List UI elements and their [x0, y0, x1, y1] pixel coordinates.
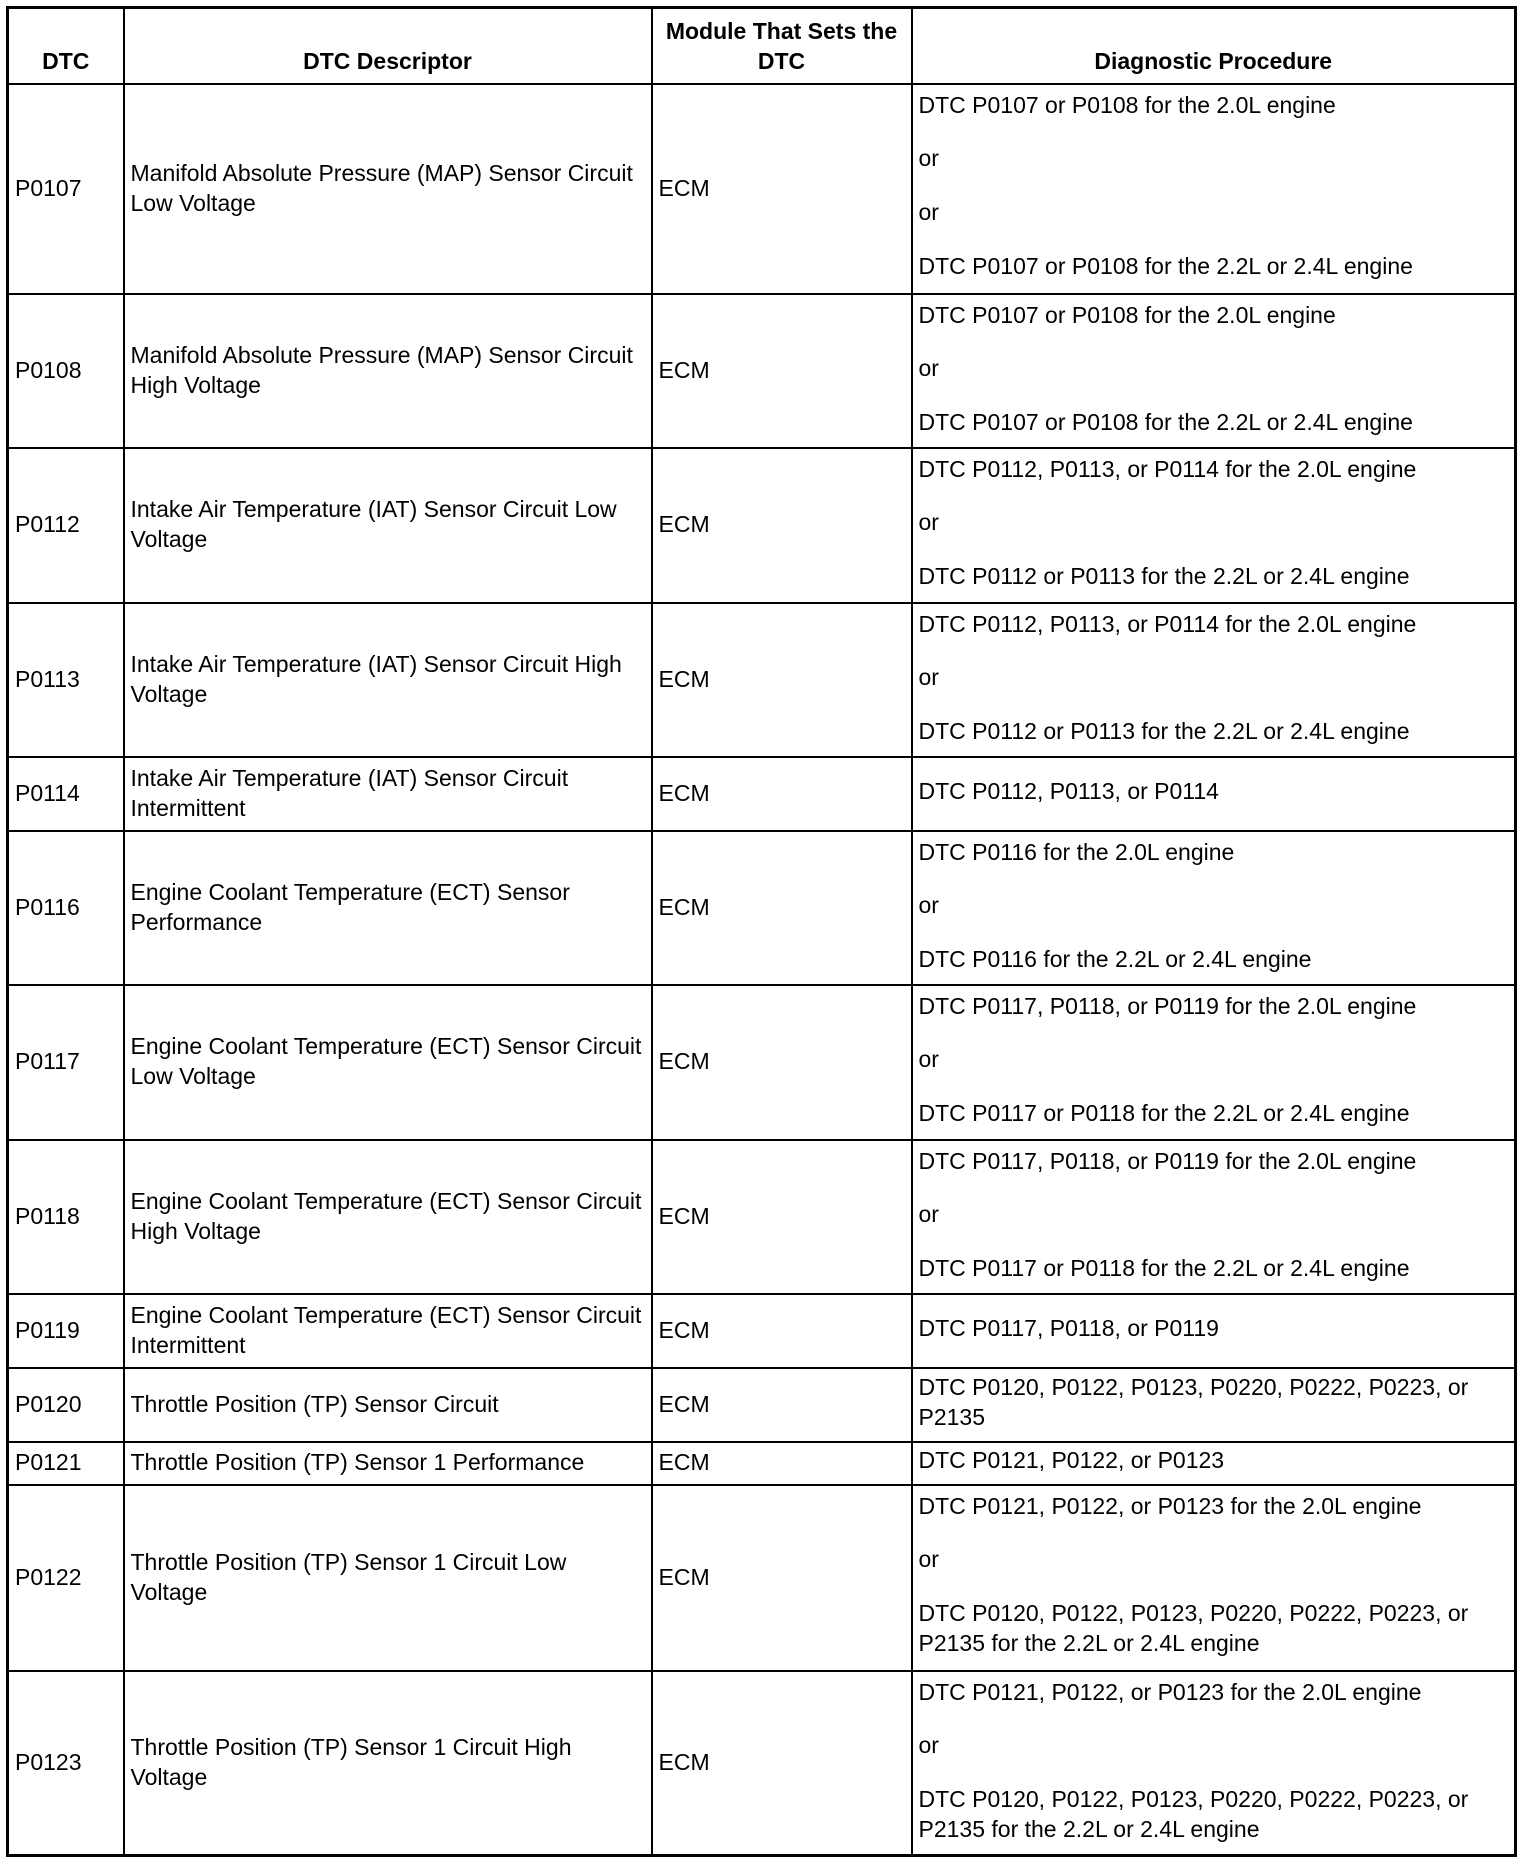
dtc-descriptor: Manifold Absolute Pressure (MAP) Sensor Circuit Low Voltage: [124, 84, 652, 294]
dtc-code: P0116: [8, 831, 124, 985]
dtc-descriptor: Intake Air Temperature (IAT) Sensor Circuit High Voltage: [124, 603, 652, 757]
procedure-line: or: [918, 509, 939, 536]
dtc-descriptor: Throttle Position (TP) Sensor 1 Performance: [124, 1442, 652, 1485]
dtc-module: ECM: [652, 1294, 912, 1368]
dtc-code: P0121: [8, 1442, 124, 1485]
dtc-module: ECM: [652, 1442, 912, 1485]
table-row: [8, 1671, 1516, 1856]
procedure-line: DTC P0121, P0122, or P0123 for the 2.0L engine: [918, 1492, 1422, 1519]
dtc-descriptor: Engine Coolant Temperature (ECT) Sensor Circuit High Voltage: [124, 1140, 652, 1294]
procedure-line: DTC P0112, P0113, or P0114 for the 2.0L engine: [918, 610, 1417, 637]
procedure-line: or: [918, 664, 939, 691]
dtc-code: P0122: [8, 1485, 124, 1671]
dtc-descriptor: Throttle Position (TP) Sensor Circuit: [124, 1368, 652, 1442]
procedure-line: DTC P0112 or P0113 for the 2.2L or 2.4L engine: [918, 563, 1410, 590]
dtc-module: ECM: [652, 1485, 912, 1671]
header-procedure: Diagnostic Procedure: [912, 8, 1516, 84]
dtc-descriptor: Engine Coolant Temperature (ECT) Sensor Circuit Intermittent: [124, 1294, 652, 1368]
header-module: Module That Sets the DTC: [652, 8, 912, 84]
dtc-module: ECM: [652, 831, 912, 985]
procedure-line: or: [918, 892, 939, 919]
diagnostic-procedure: [912, 84, 1516, 294]
procedure-line: or: [918, 145, 939, 172]
dtc-code: P0114: [8, 757, 124, 831]
dtc-code: P0107: [8, 84, 124, 294]
table-row: [8, 1485, 1516, 1671]
table-row: [8, 1140, 1516, 1294]
dtc-descriptor: Intake Air Temperature (IAT) Sensor Circuit Intermittent: [124, 757, 652, 831]
procedure-line: DTC P0121, P0122, or P0123 for the 2.0L engine: [918, 1678, 1422, 1705]
header-descriptor: DTC Descriptor: [124, 8, 652, 84]
procedure-line: DTC P0116 for the 2.2L or 2.4L engine: [918, 946, 1312, 973]
table-row: [8, 603, 1516, 757]
diagnostic-procedure: [912, 1140, 1516, 1294]
table-row: [8, 1294, 1516, 1368]
table-row: [8, 831, 1516, 985]
procedure-line: DTC P0117, P0118, or P0119: [918, 1314, 1219, 1341]
dtc-module: ECM: [652, 603, 912, 757]
diagnostic-procedure: [912, 294, 1516, 448]
procedure-line: DTC P0120, P0122, P0123, P0220, P0222, P0223, or P2135 for the 2.2L or 2.4L engine: [918, 1600, 1469, 1657]
dtc-module: ECM: [652, 757, 912, 831]
table-row: [8, 757, 1516, 831]
procedure-line: DTC P0117, P0118, or P0119 for the 2.0L engine: [918, 992, 1417, 1019]
diagnostic-procedure: [912, 985, 1516, 1140]
procedure-line: or: [918, 1046, 939, 1073]
dtc-code: P0119: [8, 1294, 124, 1368]
procedure-line: DTC P0112 or P0113 for the 2.2L or 2.4L engine: [918, 718, 1410, 745]
header-row: [8, 8, 1516, 84]
table-row: [8, 1442, 1516, 1485]
procedure-line: DTC P0112, P0113, or P0114: [918, 777, 1219, 804]
procedure-line: DTC P0120, P0122, P0123, P0220, P0222, P0223, or P2135 for the 2.2L or 2.4L engine: [918, 1786, 1469, 1843]
dtc-module: ECM: [652, 1140, 912, 1294]
dtc-module: ECM: [652, 294, 912, 448]
table-row: [8, 448, 1516, 603]
diagnostic-procedure: [912, 1368, 1516, 1442]
procedure-line: or: [918, 1201, 939, 1228]
table-row: [8, 84, 1516, 294]
dtc-descriptor: Throttle Position (TP) Sensor 1 Circuit High Voltage: [124, 1671, 652, 1856]
dtc-code: P0113: [8, 603, 124, 757]
dtc-code: P0118: [8, 1140, 124, 1294]
procedure-line: DTC P0116 for the 2.0L engine: [918, 838, 1235, 865]
dtc-code: P0112: [8, 448, 124, 603]
header-dtc: DTC: [8, 8, 124, 84]
procedure-line: DTC P0112, P0113, or P0114 for the 2.0L engine: [918, 455, 1417, 482]
diagnostic-procedure: [912, 1294, 1516, 1368]
dtc-code: P0117: [8, 985, 124, 1140]
dtc-module: ECM: [652, 448, 912, 603]
dtc-module: ECM: [652, 1368, 912, 1442]
diagnostic-procedure: [912, 1485, 1516, 1671]
procedure-line: DTC P0117 or P0118 for the 2.2L or 2.4L engine: [918, 1255, 1410, 1282]
procedure-line: or: [918, 199, 939, 226]
diagnostic-procedure: [912, 603, 1516, 757]
dtc-code: P0123: [8, 1671, 124, 1856]
diagnostic-procedure: [912, 1442, 1516, 1485]
procedure-line: or: [918, 1546, 939, 1573]
dtc-descriptor: Manifold Absolute Pressure (MAP) Sensor Circuit High Voltage: [124, 294, 652, 448]
dtc-module: ECM: [652, 84, 912, 294]
dtc-descriptor: Engine Coolant Temperature (ECT) Sensor Performance: [124, 831, 652, 985]
dtc-descriptor: Intake Air Temperature (IAT) Sensor Circuit Low Voltage: [124, 448, 652, 603]
dtc-code: P0108: [8, 294, 124, 448]
diagnostic-procedure: [912, 1671, 1516, 1856]
table-row: [8, 294, 1516, 448]
procedure-line: DTC P0117 or P0118 for the 2.2L or 2.4L engine: [918, 1100, 1410, 1127]
table-body: [8, 84, 1516, 1856]
procedure-line: DTC P0107 or P0108 for the 2.2L or 2.4L engine: [918, 409, 1413, 436]
diagnostic-procedure: [912, 757, 1516, 831]
procedure-line: DTC P0107 or P0108 for the 2.0L engine: [918, 91, 1336, 118]
procedure-line: or: [918, 355, 939, 382]
dtc-table: [6, 6, 1517, 1857]
dtc-module: ECM: [652, 985, 912, 1140]
table-row: [8, 1368, 1516, 1442]
procedure-line: DTC P0120, P0122, P0123, P0220, P0222, P0223, or P2135: [918, 1373, 1469, 1430]
procedure-line: DTC P0121, P0122, or P0123: [918, 1447, 1225, 1474]
table-row: [8, 985, 1516, 1140]
diagnostic-procedure: [912, 831, 1516, 985]
procedure-line: or: [918, 1732, 939, 1759]
procedure-line: DTC P0117, P0118, or P0119 for the 2.0L engine: [918, 1147, 1417, 1174]
procedure-line: DTC P0107 or P0108 for the 2.2L or 2.4L engine: [918, 253, 1413, 280]
dtc-descriptor: Throttle Position (TP) Sensor 1 Circuit Low Voltage: [124, 1485, 652, 1671]
dtc-code: P0120: [8, 1368, 124, 1442]
dtc-module: ECM: [652, 1671, 912, 1856]
dtc-descriptor: Engine Coolant Temperature (ECT) Sensor Circuit Low Voltage: [124, 985, 652, 1140]
procedure-line: DTC P0107 or P0108 for the 2.0L engine: [918, 301, 1336, 328]
diagnostic-procedure: [912, 448, 1516, 603]
